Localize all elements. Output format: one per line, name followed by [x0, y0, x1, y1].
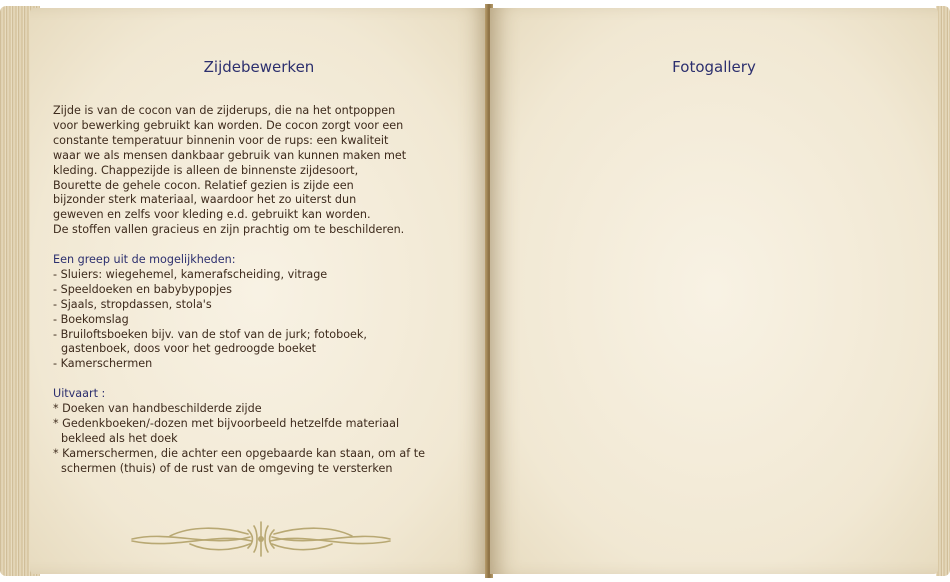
intro-line: waar we als mensen dankbaar gebruik van kunnen maken met	[53, 148, 407, 162]
intro-line: Bourette de gehele cocon. Relatief gezien is zijde een	[53, 178, 354, 192]
right-page-stack	[936, 6, 950, 576]
list-item: - Sjaals, stropdassen, stola's	[53, 297, 212, 311]
intro-line: geweven en zelfs voor kleding e.d. gebruikt kan worden.	[53, 208, 371, 222]
list-item: - Bruiloftsboeken bijv. van de stof van de jurk; fotoboek, gastenboek, doos voor het gedroogde boeket	[53, 327, 367, 356]
right-page-title: Fotogallery	[672, 58, 756, 76]
ornament-flourish	[130, 520, 392, 558]
possibilities-heading: Een greep uit de mogelijkheden:	[53, 253, 236, 267]
funeral-list	[53, 402, 433, 477]
list-item: * Kamerschermen, die achter een opgebaarde kan staan, om af te schermen (thuis) of de rust van de omgeving te versterken	[53, 446, 425, 475]
left-page-title: Zijdebewerken	[203, 58, 315, 76]
left-page-content	[53, 104, 433, 477]
list-item: * Gedenkboeken/-dozen met bijvoorbeeld hetzelfde materiaal bekleed als het doek	[53, 417, 400, 445]
list-item: - Boekomslag	[53, 312, 129, 326]
right-page	[490, 8, 938, 574]
list-item: - Kamerschermen	[53, 357, 153, 371]
list-item: - Sluiers: wiegehemel, kamerafscheiding, vitrage	[53, 267, 328, 281]
intro-line: kleding. Chappezijde is alleen de binnenste zijdesoort,	[53, 163, 359, 177]
intro-line: voor bewerking gebruikt kan worden. De cocon zorgt voor een	[53, 118, 404, 132]
intro-line: De stoffen vallen gracieus en zijn prachtig om te beschilderen.	[53, 223, 405, 237]
list-item: * Doeken van handbeschilderde zijde	[53, 402, 262, 416]
list-item: - Speeldoeken en babybypopjes	[53, 282, 232, 296]
intro-line: constante temperatuur binnenin voor de rups: een kwaliteit	[53, 133, 389, 147]
possibilities-list	[53, 268, 433, 372]
intro-line: Zijde is van de cocon van de zijderups, die na het ontpoppen	[53, 104, 396, 117]
intro-line: bijzonder sterk materiaal, waardoor het zo uiterst dun	[53, 193, 357, 207]
funeral-heading: Uitvaart :	[53, 387, 106, 401]
